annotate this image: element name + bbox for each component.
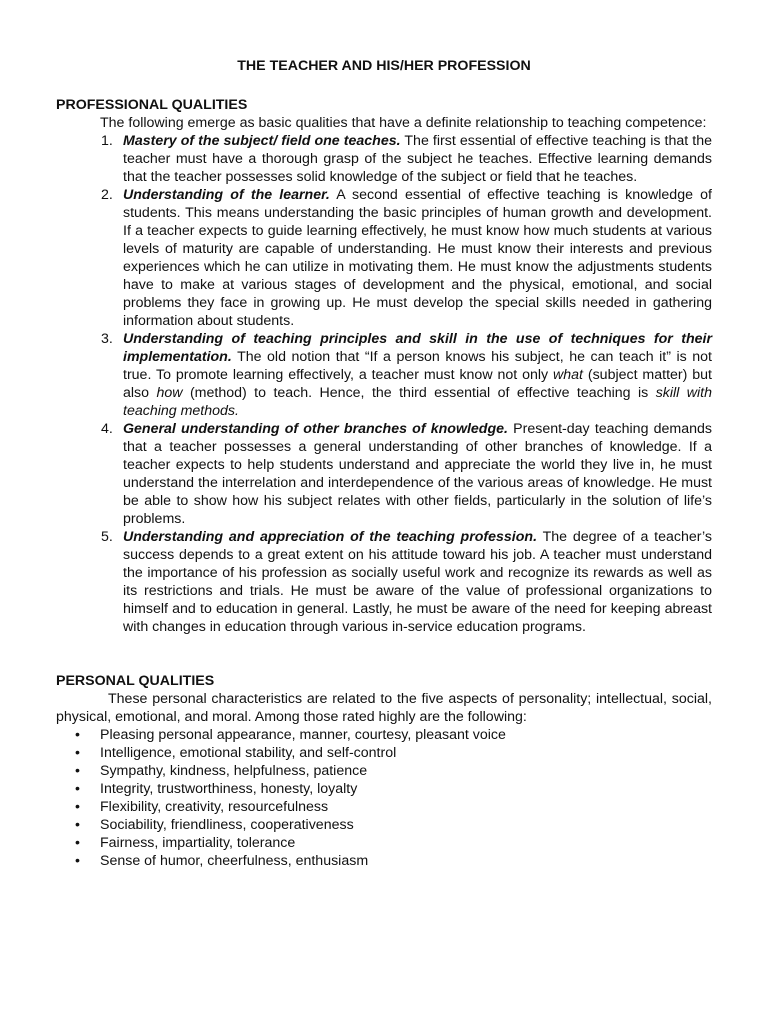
list-item	[75, 726, 712, 744]
list-item	[101, 528, 712, 636]
item-lead: Understanding of the learner.	[123, 187, 330, 203]
personal-qualities-intro: These personal characteristics are related to the five aspects of personality; intellectual, social, physical, emotional, and moral. Among those rated highly are the following:	[56, 691, 712, 725]
list-number: 2.	[101, 187, 113, 203]
trait-text: Sociability, friendliness, cooperativeness	[100, 817, 354, 833]
list-item	[75, 762, 712, 780]
bullet-icon: •	[75, 817, 80, 833]
bullet-icon: •	[75, 763, 80, 779]
item-lead: Mastery of the subject/ field one teaches.	[123, 133, 401, 149]
bullet-icon: •	[75, 853, 80, 869]
trait-text: Intelligence, emotional stability, and self-control	[100, 745, 397, 761]
list-item	[101, 132, 712, 186]
trait-text: Sense of humor, cheerfulness, enthusiasm	[100, 853, 369, 869]
list-item	[75, 852, 712, 870]
item-text: A second essential of effective teaching is knowledge of students. This means understanding the basic principles of human growth and development. If a teacher expects to guide learning effectively, he must know how much students at various levels of maturity are capable of understanding. He must know their interests and previous experiences which he can utilize in motivating them. He must know the adjustments students have to make at various stages of development and the physical, emotional, and social problems they face in growing up. He must develop the special skills needed in gathering information about students.	[123, 187, 712, 329]
item-text: (method) to teach. Hence, the third essential of effective teaching is	[182, 385, 656, 401]
item-emphasis: what	[553, 367, 583, 383]
list-number: 4.	[101, 421, 113, 437]
list-number: 5.	[101, 529, 113, 545]
list-item	[101, 186, 712, 330]
list-number: 3.	[101, 331, 113, 347]
item-text: The first essential of effective teaching is that the teacher must have a thorough grasp of the subject he teaches. Effective learning demands that the teacher possesses solid knowledge of the subject or field that he teaches.	[123, 133, 712, 185]
professional-qualities-list	[56, 132, 712, 636]
item-emphasis: skill with teaching methods.	[123, 385, 713, 419]
document-title: THE TEACHER AND HIS/HER PROFESSION	[237, 58, 531, 74]
personal-qualities-heading: PERSONAL QUALITIES	[56, 673, 215, 689]
bullet-icon: •	[75, 799, 80, 815]
trait-text: Pleasing personal appearance, manner, courtesy, pleasant voice	[100, 727, 506, 743]
professional-qualities-intro: The following emerge as basic qualities that have a definite relationship to teaching competence:	[100, 115, 707, 131]
bullet-icon: •	[75, 727, 80, 743]
list-item	[75, 744, 712, 762]
list-item	[75, 798, 712, 816]
trait-text: Integrity, trustworthiness, honesty, loyalty	[100, 781, 358, 797]
professional-qualities-heading: PROFESSIONAL QUALITIES	[56, 97, 248, 113]
list-item	[75, 816, 712, 834]
item-emphasis: how	[156, 385, 183, 401]
bullet-icon: •	[75, 781, 80, 797]
list-item	[75, 834, 712, 852]
trait-text: Sympathy, kindness, helpfulness, patience	[100, 763, 368, 779]
item-text: The degree of a teacher’s success depends to a great extent on his attitude toward his job. A teacher must understand the importance of his profession as socially useful work and recognize its rewards as well as its restrictions and trials. He must be aware of the value of professional organizations to himself and to education in general. Lastly, he must be aware of the need for keeping abreast with changes in education through various in-service education programs.	[123, 529, 712, 635]
section-spacer	[56, 636, 712, 672]
document-page	[56, 57, 712, 870]
personal-qualities-list	[56, 726, 712, 870]
item-text: Present-day teaching demands that a teacher possesses a general understanding of other branches of knowledge. If a teacher expects to help students understand and appreciate the world they live in, he must understand the interrelation and interdependence of the various areas of knowledge. He must be able to show how his subject relates with other fields, particularly in the solution of life’s problems.	[123, 421, 712, 527]
item-lead: General understanding of other branches of knowledge.	[123, 421, 508, 437]
list-item	[101, 420, 712, 528]
list-number: 1.	[101, 133, 113, 149]
item-text: The old notion that “If a person knows his subject, he can teach it” is not true. To promote learning effectively, a teacher must know not only	[123, 349, 712, 383]
list-item	[75, 780, 712, 798]
item-text: (subject matter) but also	[123, 367, 712, 401]
item-lead: Understanding of teaching principles and skill in the use of techniques for their implementation.	[123, 331, 712, 365]
bullet-icon: •	[75, 745, 80, 761]
item-lead: Understanding and appreciation of the teaching profession.	[123, 529, 538, 545]
bullet-icon: •	[75, 835, 80, 851]
trait-text: Flexibility, creativity, resourcefulness	[100, 799, 329, 815]
list-item	[101, 330, 713, 420]
trait-text: Fairness, impartiality, tolerance	[100, 835, 296, 851]
